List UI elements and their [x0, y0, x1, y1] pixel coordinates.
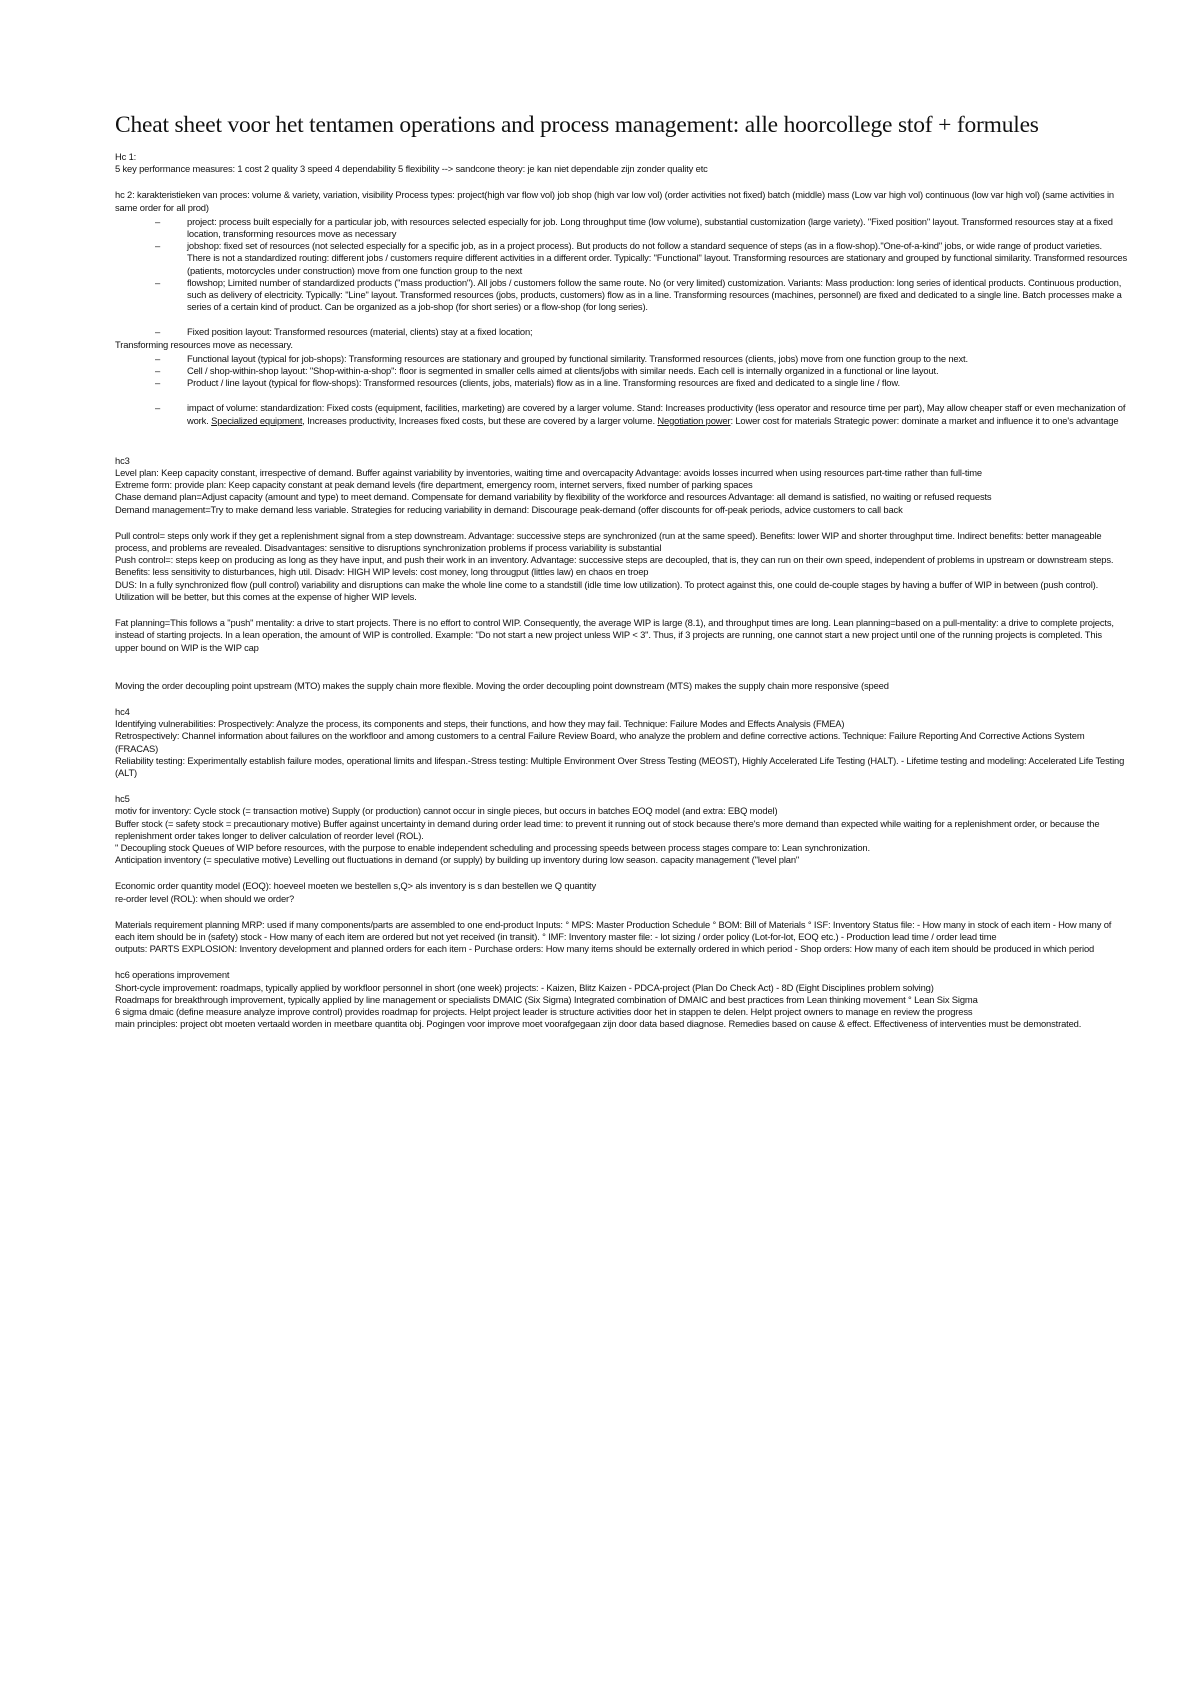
paragraph: Reliability testing: Experimentally establish failure modes, operational limits and lifespan.-Stress testing: Multiple Environment Over Stress Testing (MEOST), Highly Accelerated Life Testing (HALT). - Lifetime testing and modeling: Accelerated Life Testing (ALT)	[115, 754, 1125, 778]
paragraph: Demand management=Try to make demand less variable. Strategies for reducing variability in demand: Discourage peak-demand (offer discounts for off-peak periods, advice customers to call back	[115, 503, 903, 515]
paragraph: DUS: In a fully synchronized flow (pull control) variability and disruptions can make the whole line come to a standstill (idle time low utilization). To protect against this, one could de-couple stages by having a buffer of WIP in between (push control). Utilization will be better, but this comes at the expense of higher WIP levels.	[115, 578, 1099, 602]
paragraph: Economic order quantity model (EOQ): hoeveel moeten we bestellen s,Q> als inventory is s dan bestellen we Q quantity	[115, 880, 597, 892]
volume-text-2: , Increases productivity, Increases fixed costs, but these are covered by a larger volume.	[302, 414, 658, 426]
hc1-heading: Hc 1:	[115, 151, 137, 162]
paragraph: 6 sigma dmaic (define measure analyze improve control) provides roadmap for projects. Helpt project leader is structure activities door het in stappen te delen. Helpt project owners to manage en review the progress	[115, 1005, 973, 1017]
paragraph: Level plan: Keep capacity constant, irrespective of demand. Buffer against variability by inventories, waiting time and overcapacity Advantage: avoids losses incurred when using resources part-time rather than full-time	[115, 467, 982, 479]
list-item-volume	[115, 402, 1127, 426]
hc6-heading: hc6 operations improvement	[115, 969, 230, 981]
paragraph: Buffer stock (= safety stock = precautionary motive) Buffer against uncertainty in demand during order lead time: to prevent it running out of stock because there's more demand than expected while waiting for a replenishment order, or because the replenishment order takes longer to deliver calculation of reorder level (ROL).	[115, 817, 1100, 841]
volume-underline-2: Negotiation power	[657, 414, 731, 426]
hc4-heading: hc4	[115, 705, 130, 717]
hc2-process-list	[115, 216, 1127, 339]
list-item: – Functional layout (typical for job-shops): Transforming resources are stationary and grouped by functional similarity. Transformed resources (clients, jobs) move from one function group to the next.	[115, 353, 1127, 365]
paragraph: Push control=: steps keep on producing as long as they have input, and push their work in an inventory. Advantage: successive steps are decoupled, that is, they can run on their own speed, independent of problems in upstream or downstream steps. Benefits: less sensitivity to disturbances, high util. Disadv: HIGH WIP levels: cost money, long througput (littles law) en chaos en troep	[115, 554, 1114, 578]
volume-text-3: : Lower cost for materials Strategic power: dominate a market and influence it to one's advantage	[730, 414, 1119, 426]
paragraph: Extreme form: provide plan: Keep capacity constant at peak demand levels (fire department, emergency room, internet servers, fixed number of parking spaces	[115, 479, 753, 491]
hc3-heading: hc3	[115, 454, 130, 466]
paragraph: main principles: project obt moeten vertaald worden in meetbare quantita obj. Pogingen voor improve moet voorafgegaan zijn door data based diagnose. Remedies based on cause & effect. Effectiveness of interventies must be demonstrated.	[115, 1018, 1082, 1030]
paragraph: Pull control= steps only work if they get a replenishment signal from a step downstream. Advantage: successive steps are synchronized (run at the same speed). Benefits: lower WIP and shorter throughput time. Indirect benefits: better manageable process, and problems are revealed. Disadvantages: sensitive to disruptions synchronization problems if process variability is substantial	[115, 529, 1102, 554]
list-item: – project: process built especially for a particular job, with resources selected especially for job. Long throughput time (low volume), substantial customization (large variety). "Fixed position" layout. Transformed resources stay at a fixed location, transforming resources move as necessary	[115, 216, 1127, 240]
paragraph: Retrospectively: Channel information about failures on the workfloor and among customers to a central Failure Review Board, who analyze the problem and define corrective actions. Technique: Failure Reporting And Corrective Actions System (FRACAS)	[115, 730, 1085, 754]
volume-underline-1: Specialized equipment	[211, 414, 303, 426]
paragraph: " Decoupling stock Queues of WIP before resources, with the purpose to enable independent scheduling and processing speeds between process stages compare to: Lean synchronization.	[115, 841, 870, 853]
document-title: Cheat sheet voor het tentamen operations and process management: alle hoorcollege stof + formules	[115, 112, 1039, 138]
paragraph: Moving the order decoupling point upstream (MTO) makes the supply chain more flexible. Moving the order decoupling point downstream (MTS) makes the supply chain more responsive (speed	[115, 679, 889, 691]
paragraph: Materials requirement planning MRP: used if many components/parts are assembled to one end-product Inputs: ° MPS: Master Production Schedule ° BOM: Bill of Materials ° ISF: Inventory Status file: - How many in stock of each item - How many of each item should be in (safety) stock - How many of each item are ordered but not yet received (in transit). ° IMF: Inventory master file: - lot sizing / order policy (Lot-for-lot, EOQ etc.) - Production lead time / order lead time	[115, 918, 1112, 942]
hc1-line: 5 key performance measures: 1 cost 2 quality 3 speed 4 dependability 5 flexibility --> sandcone theory: je kan niet dependable zijn zonder quality etc	[115, 163, 708, 175]
hc2-layout-continuation: Transforming resources move as necessary.	[115, 338, 293, 350]
volume-text-1: impact of volume: standardization: Fixed costs (equipment, facilities, marketing) are covered by a larger volume. Stand: Increases productivity (less operator and resource time per part), May allow cheaper staff or even mechanization of work.	[187, 402, 1126, 426]
paragraph: Anticipation inventory (= speculative motive) Levelling out fluctuations in demand (or supply) by building up inventory during low season. capacity management ("level plan"	[115, 854, 800, 866]
list-item: – Fixed position layout: Transformed resources (material, clients) stay at a fixed location;	[115, 326, 1127, 338]
paragraph: outputs: PARTS EXPLOSION: Inventory development and planned orders for each item - Purchase orders: How many items should be externally ordered in which period - Shop orders: How many of each item should be produced in which period	[115, 943, 1095, 955]
list-item: – Product / line layout (typical for flow-shops): Transformed resources (clients, jobs, materials) flow as in a line. Transforming resources are fixed and dedicated to a single line / flow.	[115, 377, 1127, 389]
paragraph: Chase demand plan=Adjust capacity (amount and type) to meet demand. Compensate for demand variability by flexibility of the workforce and resources Advantage: all demand is satisfied, no waiting or refused requests	[115, 491, 992, 503]
paragraph: Fat planning=This follows a "push" mentality: a drive to start projects. There is no effort to control WIP. Consequently, the average WIP is large (8.1), and throughput times are long. Lean planning=based on a pull-mentality: a drive to complete projects, instead of starting projects. In a lean operation, the amount of WIP is controlled. Example: "Do not start a new project unless WIP < 3". Thus, if 3 projects are running, one cannot start a new project until one of the running projects is completed. This upper bound on WIP is the WIP cap	[115, 617, 1114, 653]
paragraph: motiv for inventory: Cycle stock (= transaction motive) Supply (or production) cannot occur in single pieces, but occurs in batches EOQ model (and extra: EBQ model)	[115, 805, 778, 817]
document-page	[115, 112, 1127, 1030]
paragraph: Short-cycle improvement: roadmaps, typically applied by workfloor personnel in short (one week) projects: - Kaizen, Blitz Kaizen - PDCA-project (Plan Do Check Act) - 8D (Eight Disciplines problem solving)	[115, 981, 934, 993]
paragraph: Roadmaps for breakthrough improvement, typically applied by line management or specialists DMAIC (Six Sigma) Integrated combination of DMAIC and best practices from Lean thinking movement ° Lean Six Sigma	[115, 993, 978, 1005]
paragraph: Identifying vulnerabilities: Prospectively: Analyze the process, its components and steps, their functions, and how they may fail. Technique: Failure Modes and Effects Analysis (FMEA)	[115, 718, 845, 730]
list-item: – Cell / shop-within-shop layout: "Shop-within-a-shop": floor is segmented in smaller cells aimed at clients/jobs with similar needs. Each cell is internally organized in a functional or line layout.	[115, 365, 1127, 377]
paragraph: re-order level (ROL): when should we order?	[115, 892, 295, 904]
list-item: – jobshop: fixed set of resources (not selected especially for a specific job, as in a project process). But products do not follow a standard sequence of steps (as in a flow-shop)."One-of-a-kind" jobs, or wide range of product varieties. There is not a standardized routing: different jobs / customers require different activities in a different order. Typically: "Functional" layout. Transforming resources are stationary and grouped by functional similarity. Transformed resources (patients, motorcycles under construction) move from one function group to the next	[115, 240, 1127, 277]
hc5-heading: hc5	[115, 793, 130, 805]
list-item: – flowshop; Limited number of standardized products ("mass production"). All jobs / customers follow the same route. No (or very limited) customization. Variants: Mass production: long series of identical products. Continuous production, such as delivery of electricity. Typically: "Line" layout. Transformed resources (jobs, products, customers) flow as in a line. Transforming resources (machines, personnel) are fixed and dedicated to a single line. Batch processes make a series of a certain kind of product. Can be organized as a job-shop (for short series) or a flow-shop (for long series).	[115, 277, 1127, 314]
hc2-intro: hc 2: karakteristieken van proces: volume & variety, variation, visibility Process types: project(high var flow vol) job shop (high var low vol) (order activities not fixed) batch (middle) mass (Low var high vol) continuous (low var high vol) (same activities in same order for all prod)	[115, 189, 1114, 213]
hc2-layout-list	[115, 353, 1127, 427]
